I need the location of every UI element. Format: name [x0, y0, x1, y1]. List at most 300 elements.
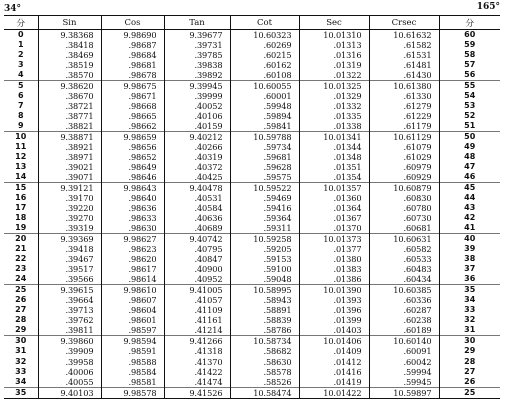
cot-cell: .59628 — [230, 162, 299, 172]
minute-cell: 3 — [17, 60, 24, 70]
cot-cell: .59681 — [230, 152, 299, 162]
header-minutes-right: 分 — [439, 16, 500, 30]
minute-complement-cell: 48 — [439, 152, 500, 162]
minute-cell: 31 — [15, 346, 27, 356]
table-row — [4, 60, 500, 70]
tan-cell: .40900 — [164, 264, 230, 274]
tan-cell: .41474 — [164, 377, 230, 388]
cosec-cell: .60042 — [369, 357, 439, 367]
sin-cell: .38921 — [38, 142, 101, 152]
minute-cell: 5 — [4, 81, 38, 92]
minute-complement-cell: 60 — [439, 30, 500, 41]
tan-cell: .41109 — [164, 305, 230, 315]
cos-cell: .98646 — [101, 172, 164, 183]
table-row — [4, 325, 500, 336]
cos-cell: .98678 — [101, 70, 164, 81]
minute-complement-cell: 52 — [439, 111, 500, 121]
cos-cell: .98633 — [101, 213, 164, 223]
cot-cell: 10.60055 — [230, 81, 299, 92]
cos-cell: .98665 — [101, 111, 164, 121]
minute-complement-cell: 42 — [439, 213, 500, 223]
minute-cell: 18 — [15, 213, 27, 223]
sin-cell: .39071 — [38, 172, 101, 183]
minute-complement-cell: 34 — [439, 295, 500, 305]
sin-cell: 9.38620 — [38, 81, 101, 92]
cosec-cell: .61531 — [369, 50, 439, 60]
cos-cell: .98687 — [101, 40, 164, 50]
table-row — [4, 336, 500, 347]
sec-cell: .01322 — [299, 70, 369, 81]
minute-cell: 15 — [4, 183, 38, 194]
minute-cell: 13 — [15, 162, 27, 172]
sin-cell: .40055 — [38, 377, 101, 388]
sec-cell: 10.01357 — [299, 183, 369, 194]
header-minutes-left: 分 — [4, 16, 38, 30]
cosec-cell: .60582 — [369, 244, 439, 254]
cot-cell: .58839 — [230, 315, 299, 325]
minute-complement-cell: 28 — [439, 357, 500, 367]
cos-cell: 9.98675 — [101, 81, 164, 92]
cosec-cell: 10.59897 — [369, 387, 439, 398]
tan-cell: 9.41266 — [164, 336, 230, 347]
sec-cell: .01412 — [299, 357, 369, 367]
sec-cell: 10.01406 — [299, 336, 369, 347]
table-row — [4, 40, 500, 50]
cosec-cell: .61279 — [369, 101, 439, 111]
minute-cell: 4 — [17, 70, 24, 80]
cosec-cell: .60434 — [369, 274, 439, 285]
sec-cell: .01419 — [299, 377, 369, 388]
sin-cell: .39021 — [38, 162, 101, 172]
sec-cell: .01416 — [299, 367, 369, 377]
sec-cell: .01332 — [299, 101, 369, 111]
sec-cell: .01313 — [299, 40, 369, 50]
cos-cell: .98617 — [101, 264, 164, 274]
sin-cell: .39270 — [38, 213, 101, 223]
cosec-cell: .60483 — [369, 264, 439, 274]
minute-complement-cell: 51 — [439, 121, 500, 132]
cot-cell: .59364 — [230, 213, 299, 223]
table-row — [4, 132, 500, 143]
cot-cell: .60108 — [230, 70, 299, 81]
cos-cell: .98630 — [101, 223, 164, 234]
cosec-cell: 10.60140 — [369, 336, 439, 347]
sec-cell: .01319 — [299, 60, 369, 70]
minute-cell: 23 — [15, 264, 27, 274]
sin-cell: .39467 — [38, 254, 101, 264]
cosec-cell: .61229 — [369, 111, 439, 121]
cot-cell: .59841 — [230, 121, 299, 132]
table-row — [4, 357, 500, 367]
header-cos: Cos — [101, 16, 164, 30]
minute-cell: 10 — [4, 132, 38, 143]
sin-cell: .38721 — [38, 101, 101, 111]
minute-cell: 32 — [15, 356, 27, 366]
tan-cell: .39731 — [164, 40, 230, 50]
cot-cell: .60269 — [230, 40, 299, 50]
minute-cell: 9 — [17, 121, 24, 131]
sin-cell: 9.39860 — [38, 336, 101, 347]
table-row — [4, 70, 500, 81]
tan-cell: 9.39945 — [164, 81, 230, 92]
minute-complement-cell: 33 — [439, 305, 500, 315]
table-row — [4, 295, 500, 305]
cosec-cell: 10.61632 — [369, 30, 439, 41]
table-row — [4, 315, 500, 325]
table-row — [4, 91, 500, 101]
cot-cell: .58630 — [230, 357, 299, 367]
tan-cell: .41161 — [164, 315, 230, 325]
sec-cell: 10.01390 — [299, 285, 369, 296]
sec-cell: .01338 — [299, 121, 369, 132]
degree-label-left: 34° — [4, 4, 22, 14]
cot-cell: 10.58734 — [230, 336, 299, 347]
table-row — [4, 101, 500, 111]
sin-cell: .38418 — [38, 40, 101, 50]
tan-cell: .41318 — [164, 346, 230, 356]
minute-cell: 12 — [15, 152, 27, 162]
tan-cell: .40425 — [164, 172, 230, 183]
cos-cell: .98597 — [101, 325, 164, 336]
cos-cell: .98588 — [101, 357, 164, 367]
sec-cell: .01393 — [299, 295, 369, 305]
cot-cell: 10.59258 — [230, 234, 299, 245]
cos-cell: 9.98578 — [101, 387, 164, 398]
sec-cell: 10.01373 — [299, 234, 369, 245]
table-row — [4, 152, 500, 162]
cosec-cell: .61430 — [369, 70, 439, 81]
minute-complement-cell: 53 — [439, 101, 500, 111]
minute-cell: 2 — [17, 50, 24, 60]
cosec-cell: .61330 — [369, 91, 439, 101]
cosec-cell: .60830 — [369, 193, 439, 203]
tan-cell: .40106 — [164, 111, 230, 121]
cot-cell: .58943 — [230, 295, 299, 305]
table-row — [4, 81, 500, 92]
minute-complement-cell: 55 — [439, 81, 500, 92]
cot-cell: .60162 — [230, 60, 299, 70]
cosec-cell: .59945 — [369, 377, 439, 388]
tan-cell: .39999 — [164, 91, 230, 101]
sec-cell: .01344 — [299, 142, 369, 152]
tan-cell: .40952 — [164, 274, 230, 285]
cos-cell: 9.98627 — [101, 234, 164, 245]
minute-complement-cell: 37 — [439, 264, 500, 274]
minute-complement-cell: 35 — [439, 285, 500, 296]
cos-cell: .98581 — [101, 377, 164, 388]
cot-cell: .59153 — [230, 254, 299, 264]
table-row — [4, 203, 500, 213]
minute-complement-cell: 58 — [439, 50, 500, 60]
table-row — [4, 244, 500, 254]
minute-complement-cell: 45 — [439, 183, 500, 194]
sin-cell: .39909 — [38, 346, 101, 356]
minute-cell: 33 — [15, 366, 27, 376]
sin-cell: .38771 — [38, 111, 101, 121]
cosec-cell: 10.60631 — [369, 234, 439, 245]
sin-cell: .39319 — [38, 223, 101, 234]
cos-cell: .98591 — [101, 346, 164, 356]
cot-cell: .58578 — [230, 367, 299, 377]
sec-cell: .01335 — [299, 111, 369, 121]
cos-cell: .98636 — [101, 203, 164, 213]
sec-cell: .01329 — [299, 91, 369, 101]
minute-complement-cell: 59 — [439, 40, 500, 50]
minute-complement-cell: 29 — [439, 346, 500, 356]
trig-log-table — [4, 15, 500, 399]
cot-cell: .58682 — [230, 346, 299, 356]
minute-complement-cell: 31 — [439, 325, 500, 336]
table-row — [4, 111, 500, 121]
cosec-cell: .60730 — [369, 213, 439, 223]
minute-cell: 34 — [15, 376, 27, 386]
sin-cell: .39958 — [38, 357, 101, 367]
minute-complement-cell: 32 — [439, 315, 500, 325]
table-row — [4, 223, 500, 234]
sin-cell: .39220 — [38, 203, 101, 213]
cot-cell: 10.59788 — [230, 132, 299, 143]
sin-cell: .38971 — [38, 152, 101, 162]
sin-cell: .39713 — [38, 305, 101, 315]
cos-cell: .98584 — [101, 367, 164, 377]
cot-cell: .59100 — [230, 264, 299, 274]
tan-cell: .41422 — [164, 367, 230, 377]
cot-cell: .60215 — [230, 50, 299, 60]
minute-cell: 28 — [15, 315, 27, 325]
minute-cell: 20 — [4, 234, 38, 245]
sec-cell: .01380 — [299, 254, 369, 264]
cos-cell: .98601 — [101, 315, 164, 325]
header-cosec: Crsec — [369, 16, 439, 30]
cosec-cell: 10.61129 — [369, 132, 439, 143]
sin-cell: .39811 — [38, 325, 101, 336]
cot-cell: .58786 — [230, 325, 299, 336]
table-row — [4, 285, 500, 296]
minute-cell: 29 — [15, 325, 27, 335]
table-row — [4, 234, 500, 245]
tan-cell: .39785 — [164, 50, 230, 60]
minute-complement-cell: 56 — [439, 70, 500, 81]
minute-complement-cell: 57 — [439, 60, 500, 70]
table-row — [4, 162, 500, 172]
cos-cell: .98640 — [101, 193, 164, 203]
minute-complement-cell: 44 — [439, 193, 500, 203]
header-sin: Sin — [38, 16, 101, 30]
minute-complement-cell: 40 — [439, 234, 500, 245]
tan-cell: .41370 — [164, 357, 230, 367]
cos-cell: .98607 — [101, 295, 164, 305]
cos-cell: .98668 — [101, 101, 164, 111]
cos-cell: .98649 — [101, 162, 164, 172]
tan-cell: .40795 — [164, 244, 230, 254]
cot-cell: .59311 — [230, 223, 299, 234]
sec-cell: .01399 — [299, 315, 369, 325]
sin-cell: .38570 — [38, 70, 101, 81]
header-tan: Tan — [164, 16, 230, 30]
sec-cell: 10.01422 — [299, 387, 369, 398]
cosec-cell: .60979 — [369, 162, 439, 172]
sec-cell: .01364 — [299, 203, 369, 213]
tan-cell: .41214 — [164, 325, 230, 336]
minute-cell: 22 — [15, 254, 27, 264]
cosec-cell: .60533 — [369, 254, 439, 264]
sec-cell: .01370 — [299, 223, 369, 234]
cosec-cell: .61079 — [369, 142, 439, 152]
minute-complement-cell: 41 — [439, 223, 500, 234]
sec-cell: .01351 — [299, 162, 369, 172]
tan-cell: .39892 — [164, 70, 230, 81]
cot-cell: .59734 — [230, 142, 299, 152]
tan-cell: .40372 — [164, 162, 230, 172]
tan-cell: .40584 — [164, 203, 230, 213]
sec-cell: .01348 — [299, 152, 369, 162]
cosec-cell: .61179 — [369, 121, 439, 132]
tan-cell: 9.40742 — [164, 234, 230, 245]
cot-cell: 10.59522 — [230, 183, 299, 194]
tan-cell: .40689 — [164, 223, 230, 234]
table-row — [4, 30, 500, 41]
cot-cell: 10.58474 — [230, 387, 299, 398]
cosec-cell: .60336 — [369, 295, 439, 305]
sec-cell: .01409 — [299, 346, 369, 356]
cosec-cell: .60238 — [369, 315, 439, 325]
cos-cell: .98604 — [101, 305, 164, 315]
table-body — [4, 30, 500, 399]
minute-complement-cell: 43 — [439, 203, 500, 213]
table-row — [4, 121, 500, 132]
minute-cell: 35 — [4, 387, 38, 398]
cos-cell: .98614 — [101, 274, 164, 285]
degree-label-right: 165° — [476, 2, 500, 12]
cot-cell: .59894 — [230, 111, 299, 121]
cosec-cell: .61582 — [369, 40, 439, 50]
cos-cell: .98620 — [101, 254, 164, 264]
minute-complement-cell: 38 — [439, 254, 500, 264]
table-row — [4, 183, 500, 194]
tan-cell: .41057 — [164, 295, 230, 305]
cosec-cell: .61029 — [369, 152, 439, 162]
minute-complement-cell: 36 — [439, 274, 500, 285]
table-row — [4, 305, 500, 315]
tan-cell: .40531 — [164, 193, 230, 203]
minute-cell: 19 — [15, 223, 27, 233]
minute-cell: 16 — [15, 193, 27, 203]
cosec-cell: .60780 — [369, 203, 439, 213]
minute-complement-cell: 39 — [439, 244, 500, 254]
sin-cell: .39517 — [38, 264, 101, 274]
sec-cell: .01367 — [299, 213, 369, 223]
sec-cell: .01360 — [299, 193, 369, 203]
table-row — [4, 50, 500, 60]
sec-cell: .01354 — [299, 172, 369, 183]
cos-cell: .98681 — [101, 60, 164, 70]
cosec-cell: 10.60879 — [369, 183, 439, 194]
minute-cell: 17 — [15, 203, 27, 213]
table-row — [4, 367, 500, 377]
cos-cell: .98656 — [101, 142, 164, 152]
cot-cell: .58891 — [230, 305, 299, 315]
sin-cell: .39566 — [38, 274, 101, 285]
table-row — [4, 387, 500, 398]
table-row — [4, 346, 500, 356]
header-sec: Sec — [299, 16, 369, 30]
minute-cell: 21 — [15, 244, 27, 254]
tan-cell: 9.41005 — [164, 285, 230, 296]
minute-complement-cell: 26 — [439, 377, 500, 388]
sin-cell: 9.39121 — [38, 183, 101, 194]
minute-cell: 8 — [17, 111, 24, 121]
sec-cell: 10.01310 — [299, 30, 369, 41]
table-row — [4, 264, 500, 274]
tan-cell: .40847 — [164, 254, 230, 264]
tan-cell: 9.40478 — [164, 183, 230, 194]
table-row — [4, 377, 500, 388]
cosec-cell: .60681 — [369, 223, 439, 234]
sin-cell: .39762 — [38, 315, 101, 325]
tan-cell: .40266 — [164, 142, 230, 152]
sec-cell: .01386 — [299, 274, 369, 285]
sin-cell: 9.38368 — [38, 30, 101, 41]
sin-cell: 9.40103 — [38, 387, 101, 398]
minute-cell: 26 — [15, 295, 27, 305]
minute-complement-cell: 50 — [439, 132, 500, 143]
minute-cell: 0 — [17, 30, 24, 39]
cot-cell: .59416 — [230, 203, 299, 213]
cot-cell: .59948 — [230, 101, 299, 111]
header-cot: Cot — [230, 16, 299, 30]
tan-cell: 9.40212 — [164, 132, 230, 143]
cot-cell: .59575 — [230, 172, 299, 183]
cos-cell: 9.98643 — [101, 183, 164, 194]
sin-cell: .38670 — [38, 91, 101, 101]
sec-cell: .01316 — [299, 50, 369, 60]
cot-cell: .59469 — [230, 193, 299, 203]
cos-cell: .98652 — [101, 152, 164, 162]
tan-cell: .40052 — [164, 101, 230, 111]
minute-complement-cell: 27 — [439, 367, 500, 377]
tan-cell: 9.39677 — [164, 30, 230, 41]
minute-complement-cell: 46 — [439, 172, 500, 183]
cos-cell: 9.98690 — [101, 30, 164, 41]
minute-complement-cell: 49 — [439, 142, 500, 152]
minute-cell: 6 — [17, 91, 24, 101]
cosec-cell: 10.60385 — [369, 285, 439, 296]
cosec-cell: .59994 — [369, 367, 439, 377]
cosec-cell: .60929 — [369, 172, 439, 183]
cosec-cell: .60091 — [369, 346, 439, 356]
cot-cell: 10.58995 — [230, 285, 299, 296]
table-row — [4, 172, 500, 183]
table-row — [4, 274, 500, 285]
table-row — [4, 213, 500, 223]
minute-cell: 1 — [17, 40, 24, 50]
table-row — [4, 193, 500, 203]
sin-cell: 9.39369 — [38, 234, 101, 245]
sec-cell: 10.01341 — [299, 132, 369, 143]
sin-cell: .38821 — [38, 121, 101, 132]
cosec-cell: .61481 — [369, 60, 439, 70]
table-row — [4, 142, 500, 152]
tan-cell: 9.41526 — [164, 387, 230, 398]
minute-cell: 30 — [4, 336, 38, 347]
cosec-cell: 10.61380 — [369, 81, 439, 92]
sin-cell: 9.38871 — [38, 132, 101, 143]
cos-cell: .98684 — [101, 50, 164, 60]
cot-cell: .58526 — [230, 377, 299, 388]
cos-cell: .98671 — [101, 91, 164, 101]
sin-cell: .40006 — [38, 367, 101, 377]
cosec-cell: .60287 — [369, 305, 439, 315]
